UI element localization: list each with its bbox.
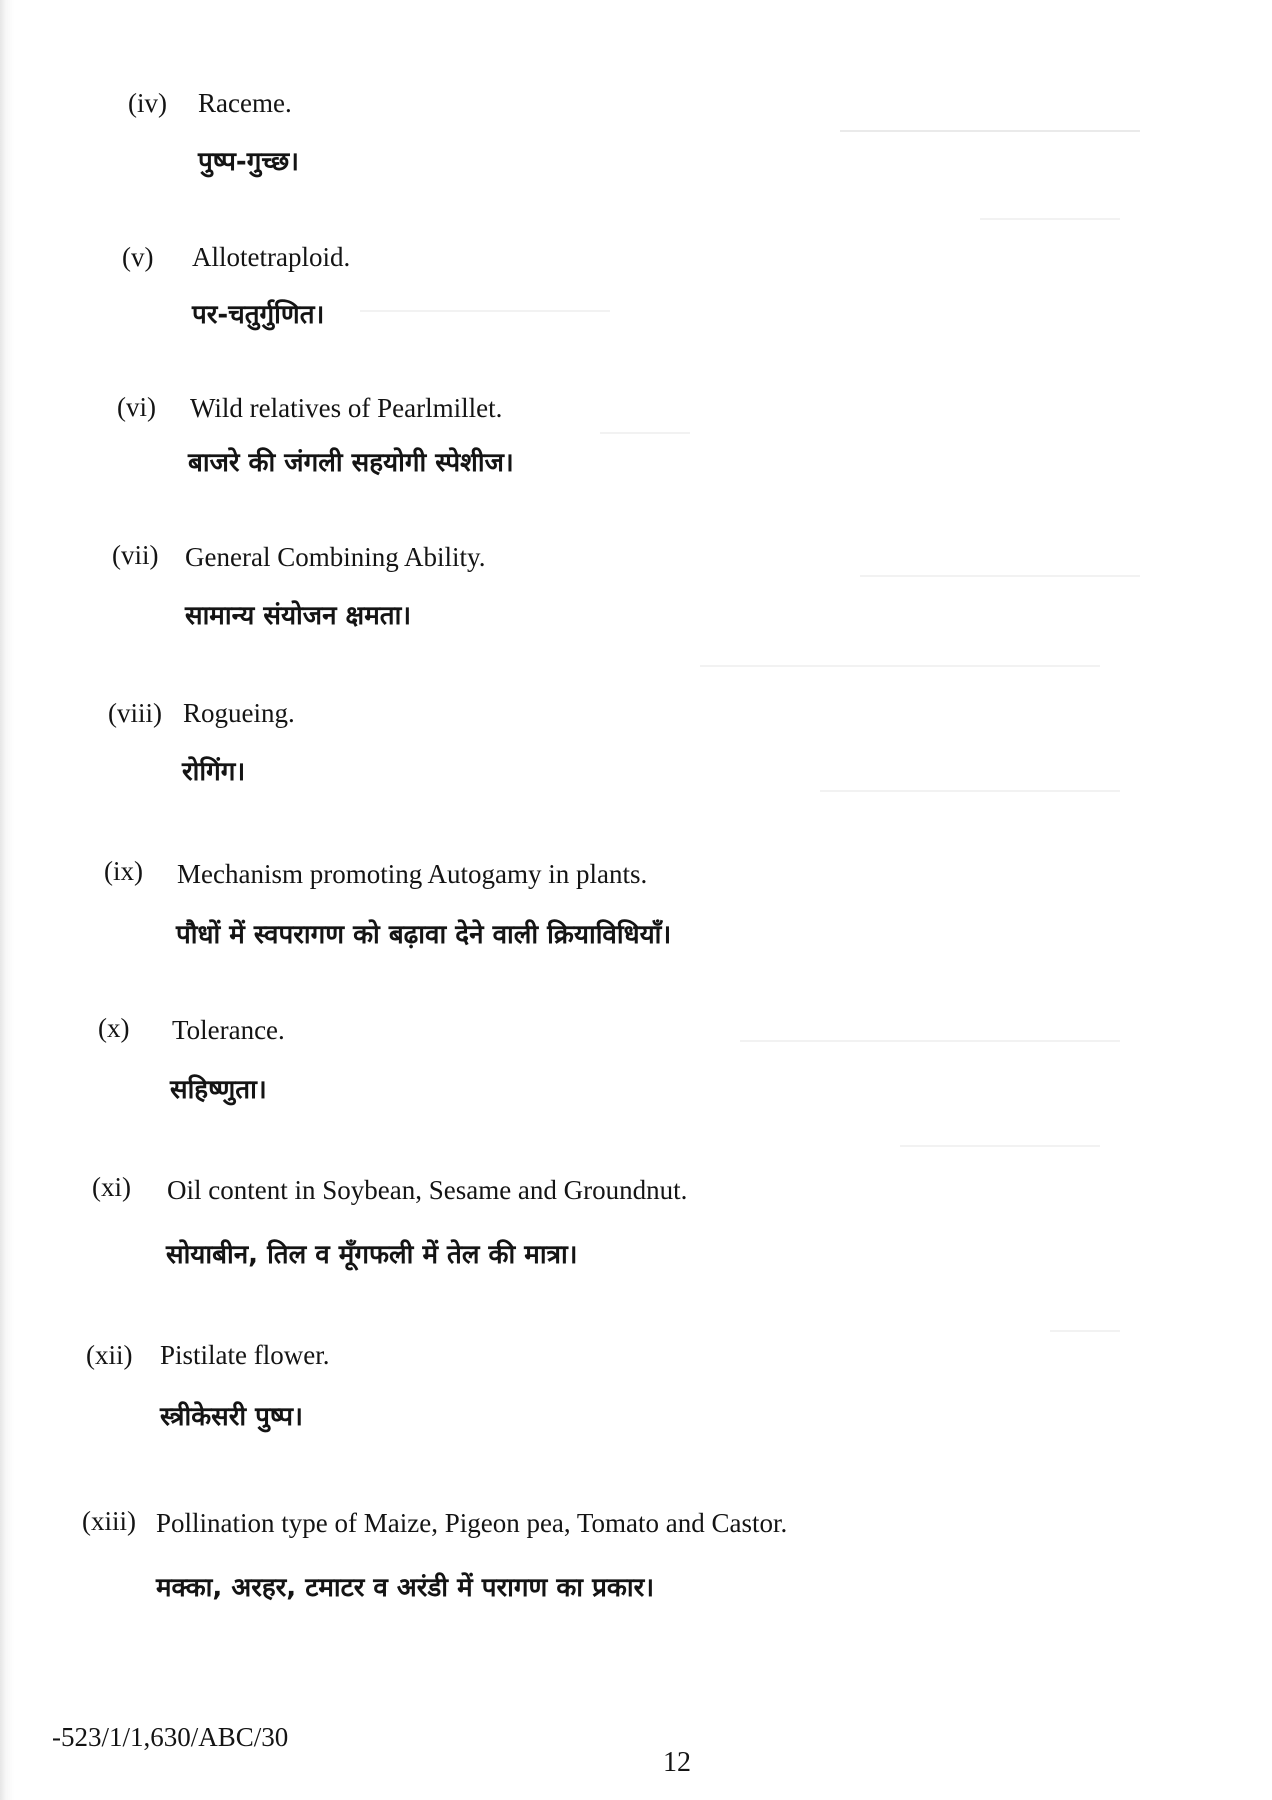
item-hindi-text: रोगिंग। [182, 757, 246, 787]
item-english-text: General Combining Ability. [185, 542, 486, 572]
item-number: (vi) [117, 392, 156, 422]
page-number: 12 [663, 1747, 691, 1778]
item-english-text: Oil content in Soybean, Sesame and Groundnut. [167, 1175, 688, 1205]
item-english-text: Raceme. [198, 88, 292, 118]
item-hindi-text: मक्का, अरहर, टमाटर व अरंडी में परागण का प्रकार। [156, 1573, 655, 1603]
item-english-text: Pistilate flower. [160, 1340, 330, 1370]
item-hindi-text: सामान्य संयोजन क्षमता। [185, 601, 412, 631]
item-hindi-text: सोयाबीन, तिल व मूँगफली में तेल की मात्रा। [166, 1240, 578, 1270]
item-hindi-text: स्त्रीकेसरी पुष्प। [160, 1402, 303, 1432]
item-hindi-text: पुष्प-गुच्छ। [198, 147, 299, 177]
paper-code: -523/1/1,630/ABC/30 [52, 1722, 289, 1752]
item-english-text: Pollination type of Maize, Pigeon pea, Tomato and Castor. [156, 1508, 788, 1538]
item-number: (v) [122, 242, 154, 272]
item-english-text: Allotetraploid. [192, 242, 351, 272]
item-english-text: Mechanism promoting Autogamy in plants. [177, 859, 648, 889]
item-number: (viii) [108, 698, 162, 728]
item-number: (vii) [112, 540, 159, 570]
item-english-text: Rogueing. [183, 698, 295, 728]
item-number: (xii) [86, 1340, 133, 1370]
item-hindi-text: पर-चतुर्गुणित। [192, 300, 325, 330]
item-number: (iv) [128, 88, 167, 118]
item-hindi-text: सहिष्णुता। [170, 1075, 267, 1105]
item-number: (x) [98, 1013, 130, 1043]
item-number: (xi) [92, 1172, 131, 1202]
item-english-text: Wild relatives of Pearlmillet. [190, 393, 503, 423]
item-hindi-text: बाजरे की जंगली सहयोगी स्पेशीज। [188, 448, 514, 478]
item-english-text: Tolerance. [172, 1015, 285, 1045]
item-number: (xiii) [82, 1506, 136, 1536]
item-number: (ix) [104, 856, 143, 886]
item-hindi-text: पौधों में स्वपरागण को बढ़ावा देने वाली क्रियाविधियाँ। [176, 920, 672, 950]
